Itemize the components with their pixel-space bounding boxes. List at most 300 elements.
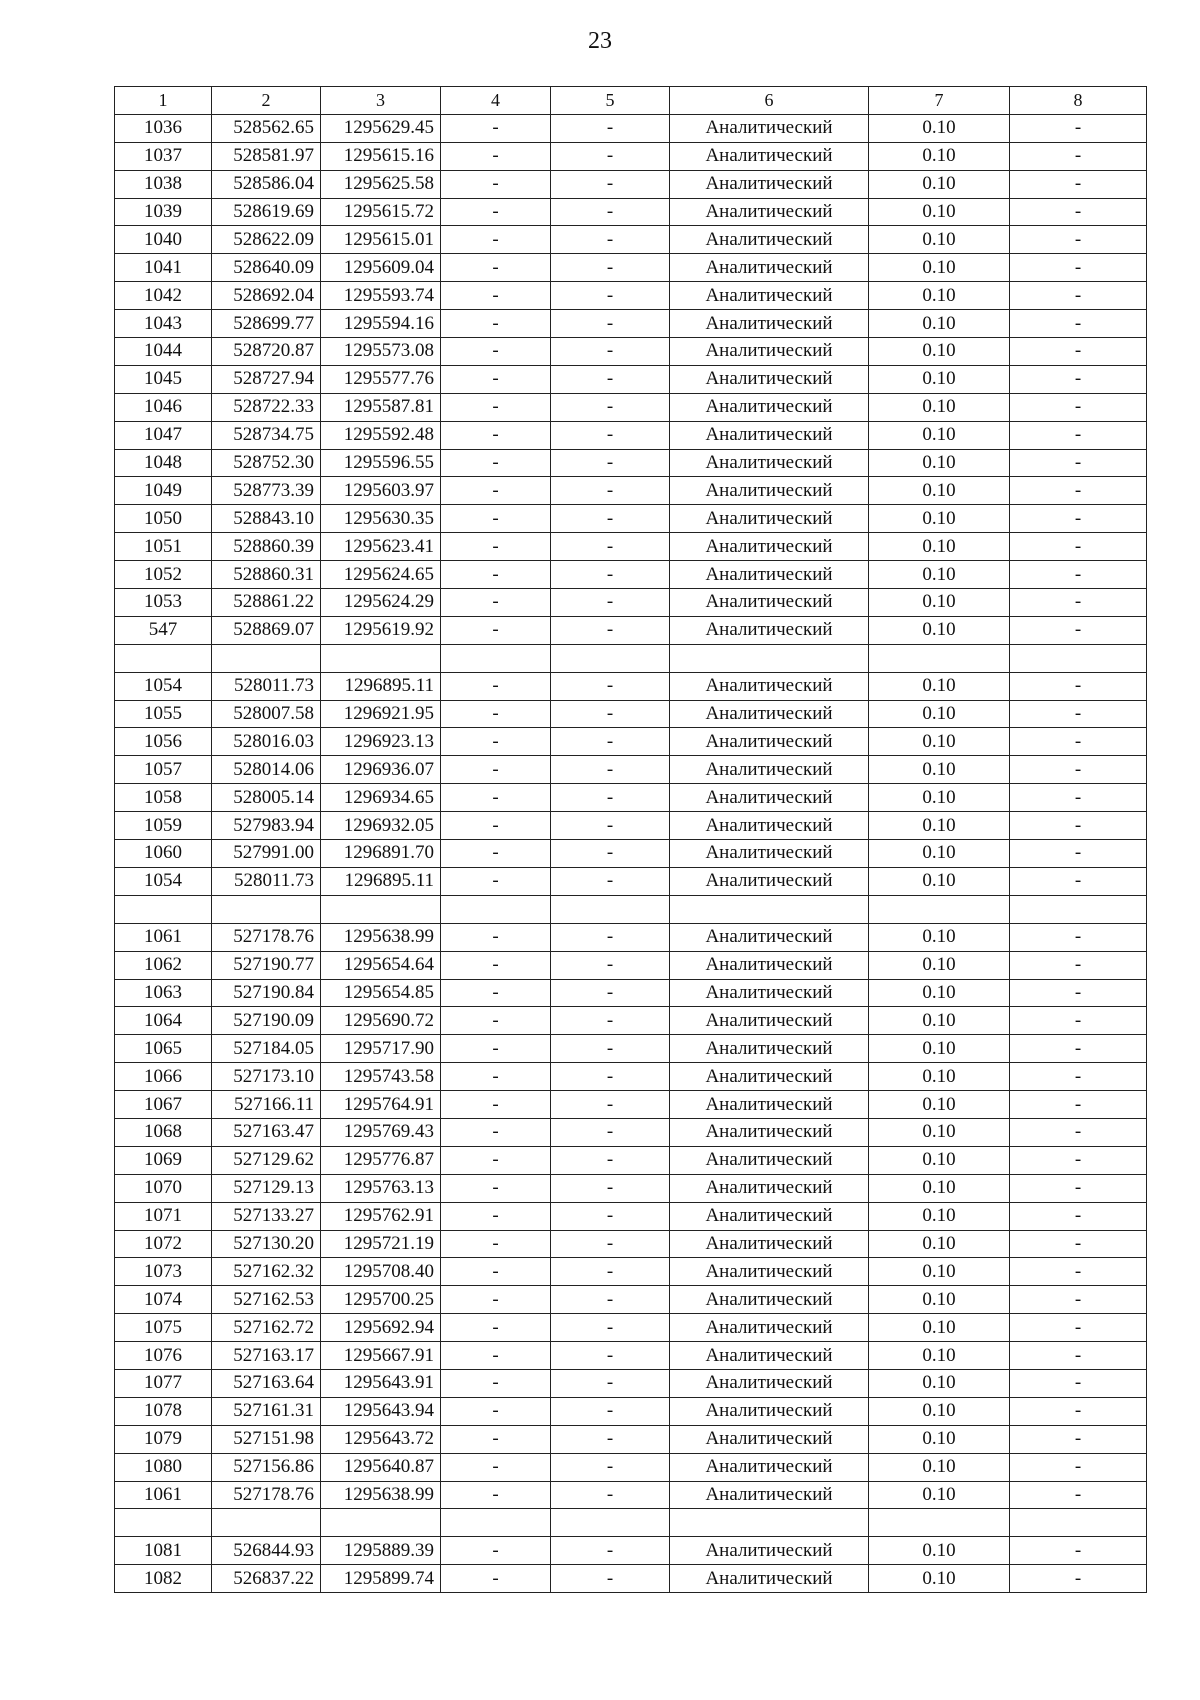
table-cell: 1295769.43 xyxy=(321,1118,441,1146)
table-cell: 528014.06 xyxy=(212,756,321,784)
table-cell: Аналитический xyxy=(670,1063,869,1091)
table-cell: - xyxy=(551,1035,670,1063)
table-cell: 1295593.74 xyxy=(321,282,441,310)
table-cell: - xyxy=(441,979,551,1007)
table-body xyxy=(115,87,1147,1593)
table-cell: Аналитический xyxy=(670,1425,869,1453)
table-cell: Аналитический xyxy=(670,923,869,951)
table-cell: - xyxy=(1010,672,1147,700)
table-cell: 1296923.13 xyxy=(321,728,441,756)
table-cell: 528640.09 xyxy=(212,254,321,282)
table-cell: - xyxy=(441,1202,551,1230)
table-cell: - xyxy=(1010,226,1147,254)
table-cell: 1295624.29 xyxy=(321,589,441,617)
table-cell: - xyxy=(441,282,551,310)
table-cell: - xyxy=(551,1537,670,1565)
table-cell: 1295624.65 xyxy=(321,561,441,589)
table-cell: - xyxy=(1010,700,1147,728)
table-cell: 1073 xyxy=(115,1258,212,1286)
table-cell: - xyxy=(441,589,551,617)
table-cell: 0.10 xyxy=(869,700,1010,728)
table-cell: 1295609.04 xyxy=(321,254,441,282)
table-cell: 0.10 xyxy=(869,1565,1010,1593)
table-cell: - xyxy=(1010,310,1147,338)
table-cell: Аналитический xyxy=(670,840,869,868)
table-cell: - xyxy=(551,1007,670,1035)
table-cell: 527162.53 xyxy=(212,1286,321,1314)
table-cell: 0.10 xyxy=(869,533,1010,561)
table-cell: Аналитический xyxy=(670,365,869,393)
table-cell xyxy=(441,895,551,923)
table-cell: - xyxy=(441,254,551,282)
table-cell: - xyxy=(551,1481,670,1509)
table-cell: 0.10 xyxy=(869,756,1010,784)
table-cell: 0.10 xyxy=(869,198,1010,226)
table-cell: - xyxy=(1010,533,1147,561)
table-cell: Аналитический xyxy=(670,1453,869,1481)
table-cell: 528011.73 xyxy=(212,867,321,895)
table-cell: 1042 xyxy=(115,282,212,310)
table-row xyxy=(115,198,1147,226)
table-cell: - xyxy=(441,1174,551,1202)
table-cell: 1052 xyxy=(115,561,212,589)
table-cell: - xyxy=(551,393,670,421)
table-cell: - xyxy=(441,449,551,477)
table-cell xyxy=(212,644,321,672)
table-row xyxy=(115,923,1147,951)
table-cell: 527129.13 xyxy=(212,1174,321,1202)
table-cell: Аналитический xyxy=(670,1286,869,1314)
table-cell: Аналитический xyxy=(670,672,869,700)
table-cell: 0.10 xyxy=(869,142,1010,170)
table-cell: - xyxy=(441,1146,551,1174)
table-cell xyxy=(1010,644,1147,672)
table-row xyxy=(115,1537,1147,1565)
table-cell xyxy=(115,1509,212,1537)
table-cell: 1295587.81 xyxy=(321,393,441,421)
coordinates-table xyxy=(114,86,1147,1593)
table-row xyxy=(115,1425,1147,1453)
table-cell: 1296895.11 xyxy=(321,867,441,895)
table-cell: - xyxy=(441,421,551,449)
table-cell: - xyxy=(551,672,670,700)
table-cell: - xyxy=(1010,1537,1147,1565)
table-cell: 0.10 xyxy=(869,1091,1010,1119)
table-cell: Аналитический xyxy=(670,114,869,142)
table-cell: 1295640.87 xyxy=(321,1453,441,1481)
table-cell: - xyxy=(551,421,670,449)
table-cell: 1080 xyxy=(115,1453,212,1481)
table-cell: - xyxy=(1010,254,1147,282)
table-cell: 1058 xyxy=(115,784,212,812)
table-cell: 1295717.90 xyxy=(321,1035,441,1063)
table-cell: 0.10 xyxy=(869,338,1010,366)
column-header: 5 xyxy=(551,87,670,115)
table-cell: - xyxy=(1010,1174,1147,1202)
table-cell: 1075 xyxy=(115,1314,212,1342)
table-cell: - xyxy=(441,812,551,840)
table-cell: 527151.98 xyxy=(212,1425,321,1453)
table-cell: 528860.31 xyxy=(212,561,321,589)
table-cell: - xyxy=(1010,923,1147,951)
table-row xyxy=(115,338,1147,366)
table-cell: 0.10 xyxy=(869,1230,1010,1258)
table-cell: Аналитический xyxy=(670,533,869,561)
table-cell: Аналитический xyxy=(670,1397,869,1425)
table-cell: Аналитический xyxy=(670,1342,869,1370)
table-cell: 0.10 xyxy=(869,1146,1010,1174)
table-cell: 1066 xyxy=(115,1063,212,1091)
table-cell: 527162.72 xyxy=(212,1314,321,1342)
column-header: 6 xyxy=(670,87,869,115)
table-cell xyxy=(551,895,670,923)
table-cell: Аналитический xyxy=(670,1258,869,1286)
table-cell: - xyxy=(1010,393,1147,421)
table-cell: 1071 xyxy=(115,1202,212,1230)
table-cell: 1295594.16 xyxy=(321,310,441,338)
table-row xyxy=(115,812,1147,840)
table-cell: 1049 xyxy=(115,477,212,505)
column-header: 3 xyxy=(321,87,441,115)
table-cell: - xyxy=(441,338,551,366)
table-row xyxy=(115,840,1147,868)
table-cell xyxy=(1010,1509,1147,1537)
table-cell: 0.10 xyxy=(869,951,1010,979)
table-row xyxy=(115,1369,1147,1397)
table-cell xyxy=(441,1509,551,1537)
table-row xyxy=(115,1453,1147,1481)
table-cell: - xyxy=(441,1342,551,1370)
table-cell: - xyxy=(1010,1258,1147,1286)
table-cell: - xyxy=(551,616,670,644)
table-cell xyxy=(321,644,441,672)
table-cell: 527161.31 xyxy=(212,1397,321,1425)
table-cell: - xyxy=(441,142,551,170)
table-cell: 1295654.85 xyxy=(321,979,441,1007)
table-cell: - xyxy=(441,365,551,393)
column-header: 1 xyxy=(115,87,212,115)
table-cell: 0.10 xyxy=(869,867,1010,895)
table-cell: - xyxy=(551,840,670,868)
table-cell: 1041 xyxy=(115,254,212,282)
table-cell: 0.10 xyxy=(869,1118,1010,1146)
table-row xyxy=(115,784,1147,812)
table-row xyxy=(115,533,1147,561)
table-cell: 528720.87 xyxy=(212,338,321,366)
table-row xyxy=(115,589,1147,617)
table-cell: 0.10 xyxy=(869,170,1010,198)
table-cell: 528860.39 xyxy=(212,533,321,561)
table-cell: - xyxy=(1010,1063,1147,1091)
table-cell: 0.10 xyxy=(869,1063,1010,1091)
table-cell: 1072 xyxy=(115,1230,212,1258)
table-cell: 1044 xyxy=(115,338,212,366)
table-cell: 1062 xyxy=(115,951,212,979)
table-cell: - xyxy=(551,198,670,226)
table-cell: 0.10 xyxy=(869,979,1010,1007)
table-cell: - xyxy=(551,1118,670,1146)
table-cell: 1069 xyxy=(115,1146,212,1174)
table-cell: 527190.84 xyxy=(212,979,321,1007)
table-cell: 1054 xyxy=(115,867,212,895)
table-cell: - xyxy=(1010,951,1147,979)
table-cell: - xyxy=(1010,1118,1147,1146)
table-cell xyxy=(869,895,1010,923)
table-cell: - xyxy=(1010,1091,1147,1119)
table-cell: - xyxy=(1010,1481,1147,1509)
table-cell: 527166.11 xyxy=(212,1091,321,1119)
table-cell: - xyxy=(551,365,670,393)
table-cell: 1295708.40 xyxy=(321,1258,441,1286)
table-cell: 1295630.35 xyxy=(321,505,441,533)
table-cell: - xyxy=(551,226,670,254)
table-cell: - xyxy=(551,142,670,170)
table-cell: 527991.00 xyxy=(212,840,321,868)
table-cell: Аналитический xyxy=(670,477,869,505)
table-cell xyxy=(115,644,212,672)
table-cell xyxy=(321,895,441,923)
table-cell: 528005.14 xyxy=(212,784,321,812)
table-cell: 1063 xyxy=(115,979,212,1007)
table-cell: - xyxy=(551,979,670,1007)
table-cell: Аналитический xyxy=(670,170,869,198)
table-cell: 1295643.94 xyxy=(321,1397,441,1425)
table-cell: 1074 xyxy=(115,1286,212,1314)
table-cell: Аналитический xyxy=(670,254,869,282)
table-cell: 0.10 xyxy=(869,1537,1010,1565)
table-cell: Аналитический xyxy=(670,226,869,254)
table-cell: 1037 xyxy=(115,142,212,170)
table-cell: 527163.17 xyxy=(212,1342,321,1370)
table-cell: 1079 xyxy=(115,1425,212,1453)
table-cell: - xyxy=(441,170,551,198)
table-cell: Аналитический xyxy=(670,589,869,617)
table-cell: Аналитический xyxy=(670,421,869,449)
table-cell: 1295603.97 xyxy=(321,477,441,505)
table-cell: Аналитический xyxy=(670,505,869,533)
table-cell: - xyxy=(551,700,670,728)
table-cell: 1036 xyxy=(115,114,212,142)
table-cell: Аналитический xyxy=(670,282,869,310)
table-cell: - xyxy=(551,338,670,366)
table-cell: - xyxy=(441,840,551,868)
table-cell: 1295899.74 xyxy=(321,1565,441,1593)
table-cell: 528843.10 xyxy=(212,505,321,533)
table-cell: 527162.32 xyxy=(212,1258,321,1286)
table-cell: 1064 xyxy=(115,1007,212,1035)
table-cell: - xyxy=(551,1565,670,1593)
table-cell: - xyxy=(1010,1565,1147,1593)
table-cell: - xyxy=(441,393,551,421)
table-cell: 1295615.01 xyxy=(321,226,441,254)
table-cell: - xyxy=(441,700,551,728)
table-cell: 1076 xyxy=(115,1342,212,1370)
table-cell: 528699.77 xyxy=(212,310,321,338)
table-cell: Аналитический xyxy=(670,1369,869,1397)
table-cell: 0.10 xyxy=(869,1342,1010,1370)
table-cell: Аналитический xyxy=(670,1537,869,1565)
table-cell: - xyxy=(441,1369,551,1397)
table-cell: - xyxy=(441,1425,551,1453)
table-cell: 528581.97 xyxy=(212,142,321,170)
table-cell: - xyxy=(1010,142,1147,170)
table-cell: - xyxy=(1010,282,1147,310)
table-row xyxy=(115,1035,1147,1063)
table-row xyxy=(115,700,1147,728)
table-cell: Аналитический xyxy=(670,1481,869,1509)
table-cell: - xyxy=(441,1118,551,1146)
table-cell: 1295743.58 xyxy=(321,1063,441,1091)
table-cell: 0.10 xyxy=(869,393,1010,421)
table-cell xyxy=(212,1509,321,1537)
table-cell: - xyxy=(551,1091,670,1119)
table-cell xyxy=(321,1509,441,1537)
table-row xyxy=(115,1342,1147,1370)
table-cell: Аналитический xyxy=(670,728,869,756)
table-row xyxy=(115,449,1147,477)
table-cell xyxy=(551,1509,670,1537)
table-cell: - xyxy=(551,1425,670,1453)
table-cell: Аналитический xyxy=(670,198,869,226)
table-cell: Аналитический xyxy=(670,867,869,895)
table-cell: - xyxy=(441,1063,551,1091)
table-cell: 527129.62 xyxy=(212,1146,321,1174)
table-cell: Аналитический xyxy=(670,449,869,477)
table-cell: 0.10 xyxy=(869,784,1010,812)
table-cell: - xyxy=(551,170,670,198)
table-cell: Аналитический xyxy=(670,1202,869,1230)
table-cell: - xyxy=(551,1146,670,1174)
table-cell: 0.10 xyxy=(869,589,1010,617)
table-cell: - xyxy=(551,114,670,142)
table-cell: 1039 xyxy=(115,198,212,226)
table-cell: Аналитический xyxy=(670,1091,869,1119)
table-cell: Аналитический xyxy=(670,951,869,979)
table-row xyxy=(115,1091,1147,1119)
table-cell: 0.10 xyxy=(869,728,1010,756)
table-cell: 1082 xyxy=(115,1565,212,1593)
table-cell: 0.10 xyxy=(869,1369,1010,1397)
table-cell: - xyxy=(441,1481,551,1509)
table-row xyxy=(115,1146,1147,1174)
table-cell: 1045 xyxy=(115,365,212,393)
table-cell: - xyxy=(551,923,670,951)
table-cell: - xyxy=(1010,198,1147,226)
table-cell: 1056 xyxy=(115,728,212,756)
table-cell: 1296936.07 xyxy=(321,756,441,784)
table-cell: 0.10 xyxy=(869,672,1010,700)
table-cell: Аналитический xyxy=(670,616,869,644)
table-cell: 1061 xyxy=(115,1481,212,1509)
table-row xyxy=(115,1286,1147,1314)
table-cell: 0.10 xyxy=(869,1258,1010,1286)
table-cell: 527173.10 xyxy=(212,1063,321,1091)
table-cell: - xyxy=(551,867,670,895)
table-row xyxy=(115,365,1147,393)
table-cell: - xyxy=(441,1286,551,1314)
table-cell: 0.10 xyxy=(869,1314,1010,1342)
table-cell: 0.10 xyxy=(869,310,1010,338)
table-cell: 1295762.91 xyxy=(321,1202,441,1230)
table-cell: - xyxy=(1010,867,1147,895)
table-row xyxy=(115,226,1147,254)
table-cell: 0.10 xyxy=(869,1481,1010,1509)
table-cell: - xyxy=(551,589,670,617)
table-cell: 1296895.11 xyxy=(321,672,441,700)
table-cell: Аналитический xyxy=(670,1007,869,1035)
table-cell: Аналитический xyxy=(670,310,869,338)
table-cell: 0.10 xyxy=(869,923,1010,951)
table-cell: - xyxy=(1010,1397,1147,1425)
table-cell: 0.10 xyxy=(869,1453,1010,1481)
table-cell: 527163.47 xyxy=(212,1118,321,1146)
table-cell: - xyxy=(1010,421,1147,449)
table-cell: - xyxy=(1010,449,1147,477)
table-row xyxy=(115,254,1147,282)
table-cell: - xyxy=(551,505,670,533)
table-cell: 0.10 xyxy=(869,1425,1010,1453)
table-row xyxy=(115,114,1147,142)
table-cell: - xyxy=(441,1230,551,1258)
table-cell: 1046 xyxy=(115,393,212,421)
table-row xyxy=(115,951,1147,979)
table-cell: - xyxy=(1010,477,1147,505)
table-cell: - xyxy=(441,784,551,812)
column-header: 4 xyxy=(441,87,551,115)
table-cell: Аналитический xyxy=(670,700,869,728)
table-cell: 1295700.25 xyxy=(321,1286,441,1314)
table-cell: 1295592.48 xyxy=(321,421,441,449)
table-cell xyxy=(869,644,1010,672)
table-cell: - xyxy=(1010,1202,1147,1230)
table-row xyxy=(115,421,1147,449)
table-cell: 0.10 xyxy=(869,1202,1010,1230)
table-cell: - xyxy=(1010,1146,1147,1174)
table-cell: 0.10 xyxy=(869,616,1010,644)
table-row xyxy=(115,393,1147,421)
table-row xyxy=(115,477,1147,505)
table-cell: 0.10 xyxy=(869,477,1010,505)
table-cell: - xyxy=(551,1063,670,1091)
table-cell: 528861.22 xyxy=(212,589,321,617)
table-cell: 1295615.16 xyxy=(321,142,441,170)
table-row-empty xyxy=(115,644,1147,672)
table-cell: - xyxy=(1010,812,1147,840)
table-cell: Аналитический xyxy=(670,393,869,421)
table-cell: 528773.39 xyxy=(212,477,321,505)
table-cell: 0.10 xyxy=(869,449,1010,477)
table-cell: 0.10 xyxy=(869,226,1010,254)
table-row-empty xyxy=(115,1509,1147,1537)
table-cell: - xyxy=(551,1202,670,1230)
table-cell: Аналитический xyxy=(670,1230,869,1258)
table-row xyxy=(115,282,1147,310)
table-cell: - xyxy=(1010,756,1147,784)
table-cell: - xyxy=(441,1007,551,1035)
table-cell: 1295667.91 xyxy=(321,1342,441,1370)
table-row xyxy=(115,170,1147,198)
table-cell: - xyxy=(551,951,670,979)
table-cell: 1295764.91 xyxy=(321,1091,441,1119)
table-cell xyxy=(115,895,212,923)
table-cell: - xyxy=(551,1286,670,1314)
table-cell: - xyxy=(551,1314,670,1342)
table-cell: - xyxy=(551,728,670,756)
table-cell: 527133.27 xyxy=(212,1202,321,1230)
table-row xyxy=(115,756,1147,784)
table-cell: - xyxy=(441,1258,551,1286)
table-row xyxy=(115,979,1147,1007)
